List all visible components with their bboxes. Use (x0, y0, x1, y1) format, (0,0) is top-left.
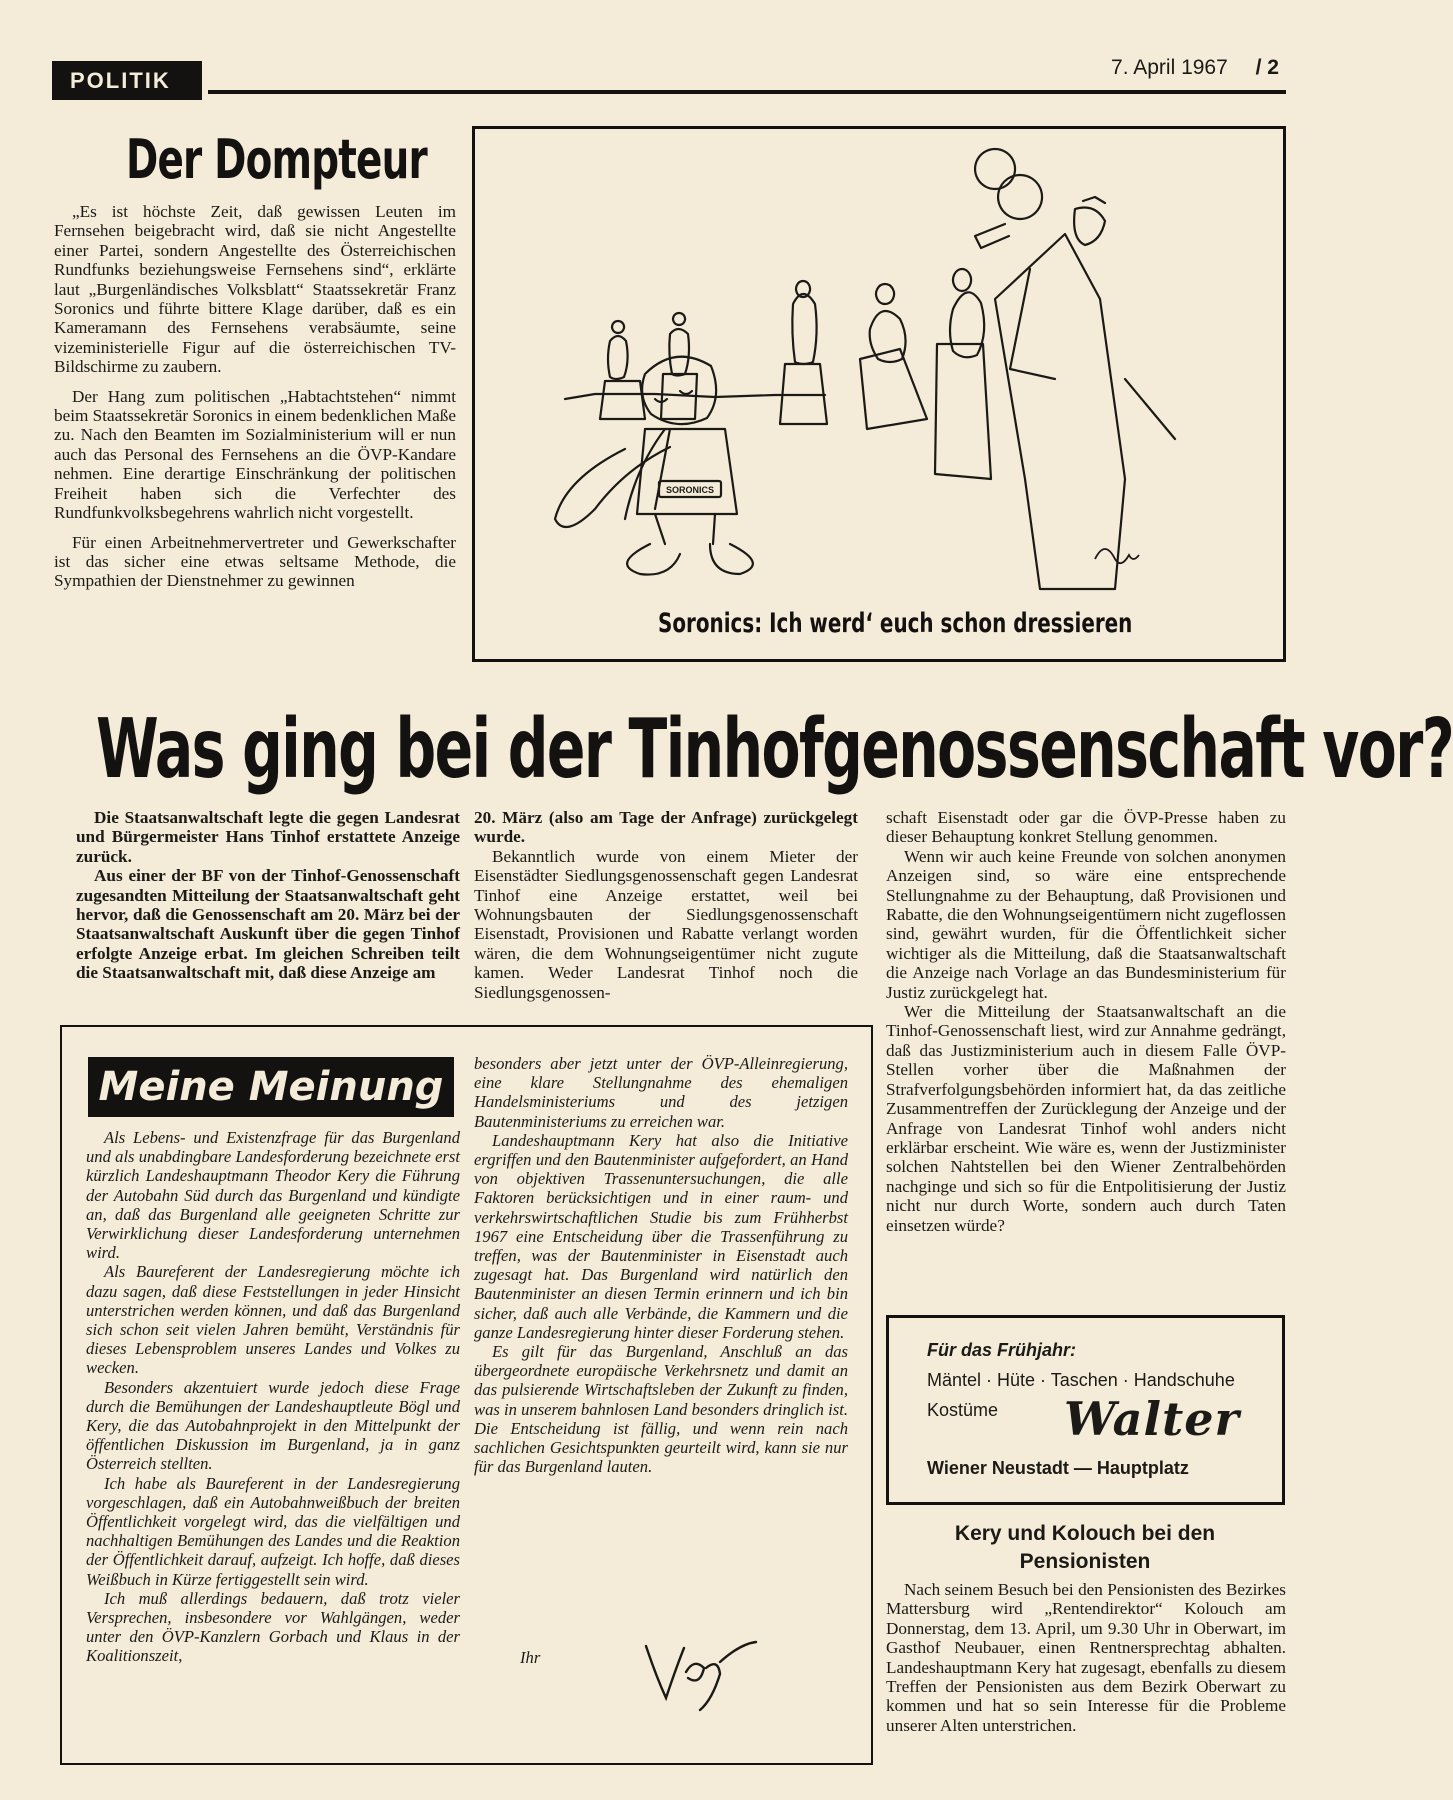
opinion-paragraph: besonders aber jetzt unter der ÖVP-Alleinregierung, eine klare Stellungnahme des ehemaligen Handelsministeriums und des jetzigen Bautenministeriums zu erreichen war. (474, 1054, 848, 1131)
tinhof-column-3 (886, 808, 1286, 1235)
dompteur-paragraph: Der Hang zum politischen „Habtachtstehen“ nimmt beim Staatssekretär Soronics in einem bedenklichen Maße zu. Nach den Beamten im Sozialministerium will er nun auch das Personal des Fernsehens an die ÖVP-Kandare nehmen. Eine derartige Einschränkung der politischen Freiheit haben sich die Verfechter des Rundfunkvolksbegehrens wahrlich nicht vorgestellt. (54, 386, 456, 523)
opinion-column-1 (86, 1128, 460, 1666)
issue-date: 7. April 1967 (1111, 56, 1228, 79)
ad-address: Wiener Neustadt — Hauptplatz (927, 1458, 1189, 1478)
opinion-paragraph: Ich habe als Baureferent in der Landesregierung vorgeschlagen, daß ein Autobahnweißbuch der breiten Öffentlichkeit vorgelegt wird, das die vielfältigen und nachhaltigen Bemühungen des Landes und die Reaktion der Öffentlichkeit darauf, aufzeigt. Ich hoffe, daß dieses Weißbuch in Kürze fertiggestellt sein wird. (86, 1473, 460, 1589)
tinhof-headline: Was ging bei der Tinhofgenossenschaft vor? (96, 702, 1453, 797)
signature-icon (640, 1632, 760, 1712)
ad-brand: Walter (1064, 1392, 1240, 1446)
section-label: POLITIK (52, 61, 202, 100)
tinhof-paragraph: Aus einer der BF von der Tinhof-Genossenschaft zugesandten Mitteilung der Staatsanwaltschaft geht hervor, daß die Genossenschaft am 20. März bei der Staatsanwaltschaft Auskunft über die gegen Tinhof erfolgte Anzeige erbat. Im gleichen Schreiben teilt die Staatsanwaltschaft mit, daß diese Anzeige am (76, 866, 460, 983)
opinion-paragraph: Als Lebens- und Existenzfrage für das Burgenland und als unabdingbare Landesforderung bezeichnete erst kürzlich Landeshauptmann Theodor Kery die Führung der Autobahn Süd durch das Burgenland und kündigte an, daß das Burgenland alle geeigneten Schritte zur Verwirklichung dieser Landesforderung unternehmen wird. (86, 1128, 460, 1263)
cartoon-belt-label: SORONICS (665, 485, 715, 495)
page-number: / 2 (1255, 56, 1279, 79)
opinion-paragraph: Besonders akzentuiert wurde jedoch diese Frage durch die Bemühungen der Landeshauptleute Bögl und Kery, die das Autobahnprojekt in den Mittelpunkt der öffentlichen Diskussion im Burgenland, ja in ganz Österreich stellten. (86, 1377, 460, 1474)
ad-products: Mäntel · Hüte · Taschen · Handschuhe (927, 1370, 1235, 1390)
tinhof-column-1 (76, 808, 460, 983)
opinion-paragraph: Es gilt für das Burgenland, Anschluß an das übergeordnete europäische Verkehrsnetz und damit an das pulsierende Wirtschaftsleben der Zukunft zu finden, was in unserem bahnlosen Land besonders dringlich ist. Die Entscheidung ist fällig, und wenn rein nach sachlichen Gesichtspunkten geurteilt wird, kann sie nur für das Burgenland lauten. (474, 1342, 848, 1477)
ad-products-2: Kostüme (927, 1400, 999, 1420)
opinion-paragraph: Als Baureferent der Landesregierung möchte ich dazu sagen, daß diese Feststellungen in jeder Hinsicht unterstrichen werden können, und daß das Burgenland sich schon seit vielen Jahren bemüht, Verständnis für dieses Lebensproblem unseres Landes und Volkes zu wecken. (86, 1262, 460, 1378)
tinhof-paragraph: Die Staatsanwaltschaft legte die gegen Landesrat und Bürgermeister Hans Tinhof erstattete Anzeige zurück. (76, 808, 460, 866)
cartoon-caption: Soronics: Ich werd‘ euch schon dressieren (658, 608, 1133, 639)
cartoon-illustration (475, 129, 1283, 599)
opinion-paragraph: Ich muß allerdings bedauern, daß trotz vieler Versprechen, insbesondere vor Wahlgängen, weder unter den ÖVP-Kanzlern Gorbach und Klaus in der Koalitionszeit, (86, 1588, 460, 1666)
tinhof-column-2 (474, 808, 858, 1002)
dateline (1111, 56, 1279, 80)
dompteur-title: Der Dompteur (126, 128, 427, 191)
ad-headline: Für das Frühjahr: (927, 1340, 1077, 1360)
kery-title (890, 1520, 1280, 1576)
opinion-paragraph: Landeshauptmann Kery hat also die Initiative ergriffen und den Bautenminister aufgefordert, an Hand von objektiven Trassenuntersuchungen, die alle Faktoren berücksichtigen und in einer raum- und verkehrswirtschaftlichen Studie bis zum Frühherbst 1967 eine Entscheidung über die Trassenführung zu treffen, was der Bautenminister in Eisenstadt auch zugesagt hat. Das Burgenland wird natürlich den Bautenminister an diesen Termin erinnern und ich bin sicher, daß auch alle Verbände, die Kammern und die ganze Landesregierung hinter dieser Forderung stehen. (474, 1130, 848, 1342)
opinion-closing: Ihr (520, 1648, 541, 1667)
advertisement (886, 1315, 1285, 1505)
tinhof-paragraph: schaft Eisenstadt oder gar die ÖVP-Presse haben zu dieser Behauptung konkret Stellung genommen. (886, 808, 1286, 847)
opinion-badge: Meine Meinung (88, 1057, 454, 1117)
tinhof-paragraph: Wer die Mitteilung der Staatsanwaltschaft an die Tinhof-Genossenschaft liest, wird zur Annahme gedrängt, daß das Justizministerium auch in diesem Falle ÖVP-Stellen vorher über die Maßnahmen der Strafverfolgungsbehörden informiert hat, da das zeitliche Zusammentreffen der Zurücklegung der Anzeige und der Anfrage von Landesrat Tinhof wohl anders nicht erklärbar erscheint. Wie wäre es, wenn der Justizminister solchen Nahtstellen bei den Wiener Zentralbehörden nachginge und sich so für die Entpolitisierung der Justiz nicht nur durch Worte, sondern auch durch Taten einsetzen würde? (886, 1002, 1286, 1235)
opinion-column-2 (474, 1054, 848, 1476)
kery-title-line: Kery und Kolouch bei den (954, 1522, 1216, 1545)
dompteur-paragraph: „Es ist höchste Zeit, daß gewissen Leuten im Fernsehen beigebracht wird, daß sie nicht Angestellte einer Partei, sondern Angestellte des Österreichischen Rundfunks beziehungsweise Fernsehens sind“, erklärte laut „Burgenländisches Volksblatt“ Staatssekretär Franz Soronics und führte bittere Klage darüber, daß es ein Kameramann des Fernsehens verabsäumte, seine vizeministerielle Figur auf die österreichischen TV-Bildschirme zu zaubern. (54, 202, 456, 377)
tinhof-paragraph: Wenn wir auch keine Freunde von solchen anonymen Anzeigen sind, so wäre eine entsprechende Stellungnahme zu der Behauptung, daß Provisionen und Rabatte, die den Wohnungseigentümern nicht zugeflossen sind, gewährt wurden, für die Öffentlichkeit sicher wichtiger als die Mitteilung, daß die Staatsanwaltschaft die Anzeige nach Vorlage an das Bundesministerium für Justiz zurückgelegt hat. (886, 846, 1286, 1002)
tinhof-paragraph: Bekanntlich wurde von einem Mieter der Eisenstädter Siedlungsgenossenschaft gegen Landesrat Tinhof eine Anzeige erstattet, weil bei Wohnungsbauten der Siedlungsgenossenschaft Eisenstadt, Provisionen und Rabatte verlangt worden wären, die dem Wohnungseigentümer nicht zugute kamen. Weder Landesrat Tinhof noch die Siedlungsgenossen- (474, 846, 858, 1002)
header-rule (208, 90, 1286, 94)
tinhof-paragraph: 20. März (also am Tage der Anfrage) zurückgelegt wurde. (474, 808, 858, 847)
dompteur-paragraph: Für einen Arbeitnehmervertreter und Gewerkschafter ist das sicher eine etwas seltsame Methode, die Sympathien der Dienstnehmer zu gewinnen (54, 532, 456, 591)
kery-paragraph: Nach seinem Besuch bei den Pensionisten des Bezirkes Mattersburg wird „Rentendirektor“ Kolouch am Donnerstag, dem 13. April, um 9.30 Uhr in Oberwart, im Gasthof Neubauer, einen Rentnersprechtag abhalten. Landeshauptmann Kery hat zugesagt, ebenfalls zu diesem Treffen der Pensionisten aus dem Bezirk Oberwart zu kommen und hat so sein Interesse für die Probleme unserer Alten unterstrichen. (886, 1580, 1286, 1735)
dompteur-article (54, 202, 456, 591)
kery-title-line: Pensionisten (1019, 1550, 1151, 1573)
kery-article (886, 1580, 1286, 1735)
